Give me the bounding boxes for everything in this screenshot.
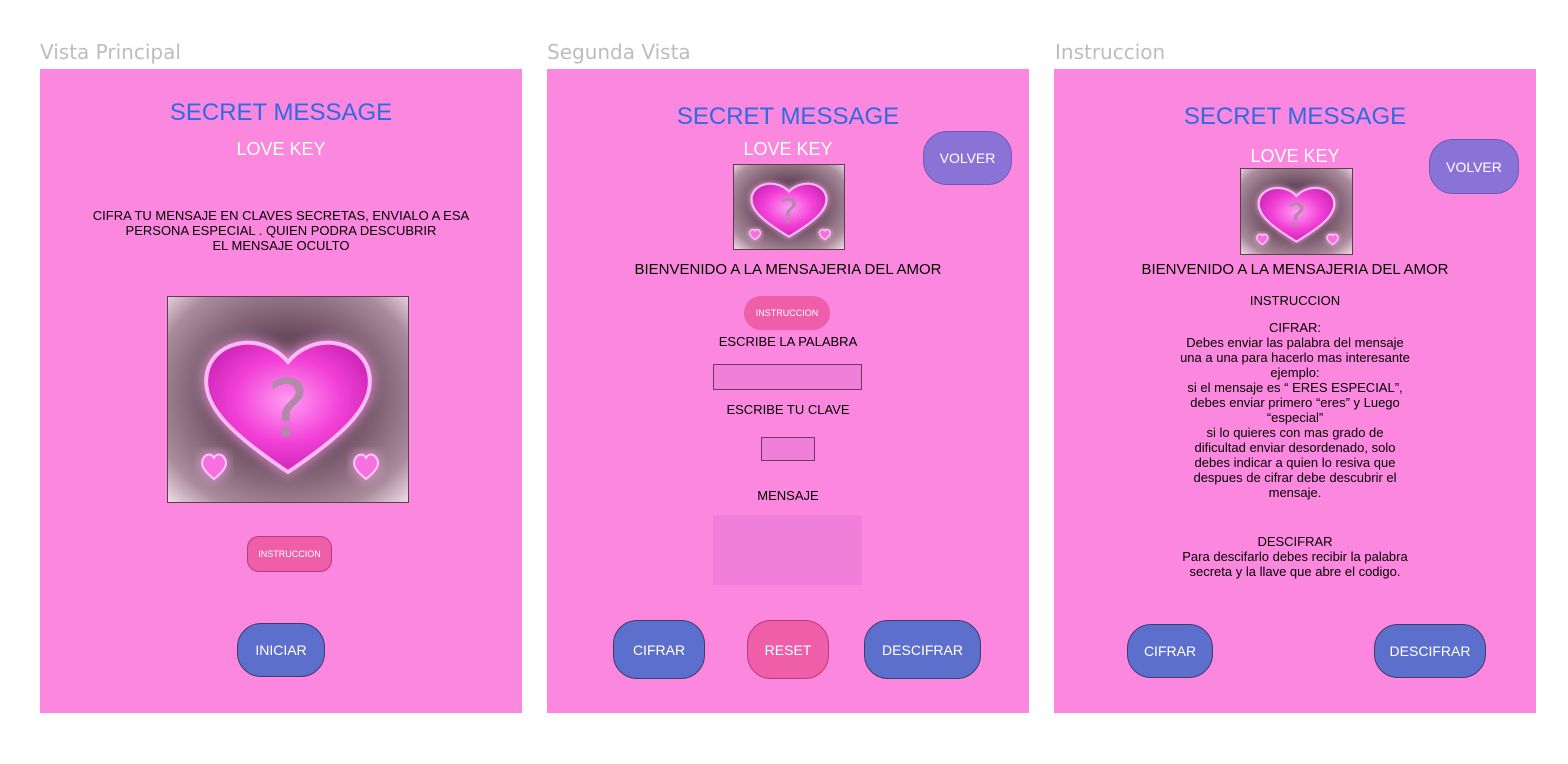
message-output [713, 515, 862, 585]
intro-line-1: CIFRA TU MENSAJE EN CLAVES SECRETAS, ENVIALO A ESA [92, 208, 470, 223]
welcome-text: BIENVENIDO A LA MENSAJERIA DEL AMOR [634, 261, 942, 278]
welcome-text: BIENVENIDO A LA MENSAJERIA DEL AMOR [1141, 261, 1449, 278]
intro-line-2: PERSONA ESPECIAL . QUIEN PODRA DESCUBRIR [125, 223, 437, 238]
decrypt-button[interactable]: DESCIFRAR [864, 620, 981, 679]
word-label: ESCRIBE LA PALABRA [718, 334, 858, 349]
key-input[interactable] [761, 437, 815, 461]
reset-button[interactable]: RESET [747, 620, 829, 679]
back-button[interactable]: VOLVER [1429, 139, 1519, 194]
frame-label-instructions: Instruccion [1055, 40, 1166, 64]
encrypt-button[interactable]: CIFRAR [1127, 624, 1213, 678]
instructions-heading: INSTRUCCION [1249, 293, 1341, 308]
instruction-line: secreta y la llave que abre el codigo. [1189, 564, 1401, 579]
message-label: MENSAJE [757, 488, 819, 503]
instruction-line: ejemplo: [1270, 365, 1320, 380]
decrypt-instructions [1054, 549, 1536, 579]
instruction-line: si el mensaje es “ ERES ESPECIAL”, [1187, 380, 1403, 395]
heart-question-icon [1240, 168, 1353, 255]
instructions-view-frame [1054, 69, 1536, 713]
frame-label-second: Segunda Vista [547, 40, 691, 64]
app-title: SECRET MESSAGE [1183, 103, 1407, 130]
app-subtitle: LOVE KEY [236, 139, 326, 159]
encrypt-heading: CIFRAR: [1269, 320, 1321, 335]
app-subtitle: LOVE KEY [743, 139, 833, 159]
svg-text:?: ? [266, 363, 310, 456]
second-view-frame [547, 69, 1029, 713]
instruction-line: despues de cifrar debe descubrir el [1193, 470, 1397, 485]
app-title: SECRET MESSAGE [676, 103, 900, 130]
decrypt-heading: DESCIFRAR [1257, 534, 1333, 549]
instruction-line: Debes enviar las palabra del mensaje [1186, 335, 1404, 350]
instruction-button[interactable]: INSTRUCCION [247, 536, 332, 572]
intro-description [40, 208, 522, 253]
decrypt-button[interactable]: DESCIFRAR [1374, 624, 1486, 678]
instruction-line: Para descifarlo debes recibir la palabra [1182, 549, 1408, 564]
app-title: SECRET MESSAGE [169, 99, 393, 126]
heart-question-icon [167, 296, 409, 503]
instruction-line: mensaje. [1268, 485, 1322, 500]
instruction-line: “especial” [1266, 410, 1324, 425]
back-button[interactable]: VOLVER [923, 131, 1012, 185]
intro-line-3: EL MENSAJE OCULTO [212, 238, 350, 253]
instructions-encrypt-section [1054, 320, 1536, 500]
key-label: ESCRIBE TU CLAVE [726, 402, 850, 417]
svg-text:?: ? [779, 193, 799, 231]
app-subtitle: LOVE KEY [1250, 146, 1340, 166]
instruction-line: debes enviar primero “eres” y Luego [1190, 395, 1400, 410]
instruction-button[interactable]: INSTRUCCION [744, 296, 830, 330]
main-view-frame [40, 69, 522, 713]
instruction-line: dificultad enviar desordenado, solo [1194, 440, 1396, 455]
instruction-line: si lo quieres con mas grado de [1206, 425, 1384, 440]
frame-label-main: Vista Principal [40, 40, 181, 64]
word-input[interactable] [713, 364, 862, 390]
start-button[interactable]: INICIAR [237, 623, 325, 677]
instructions-decrypt-section [1054, 534, 1536, 579]
svg-text:?: ? [1286, 196, 1307, 236]
heart-question-icon [733, 164, 845, 250]
encrypt-button[interactable]: CIFRAR [613, 620, 705, 679]
instruction-line: una a una para hacerlo mas interesante [1180, 350, 1410, 365]
instruction-line: debes indicar a quien lo resiva que [1194, 455, 1396, 470]
encrypt-instructions [1054, 335, 1536, 500]
